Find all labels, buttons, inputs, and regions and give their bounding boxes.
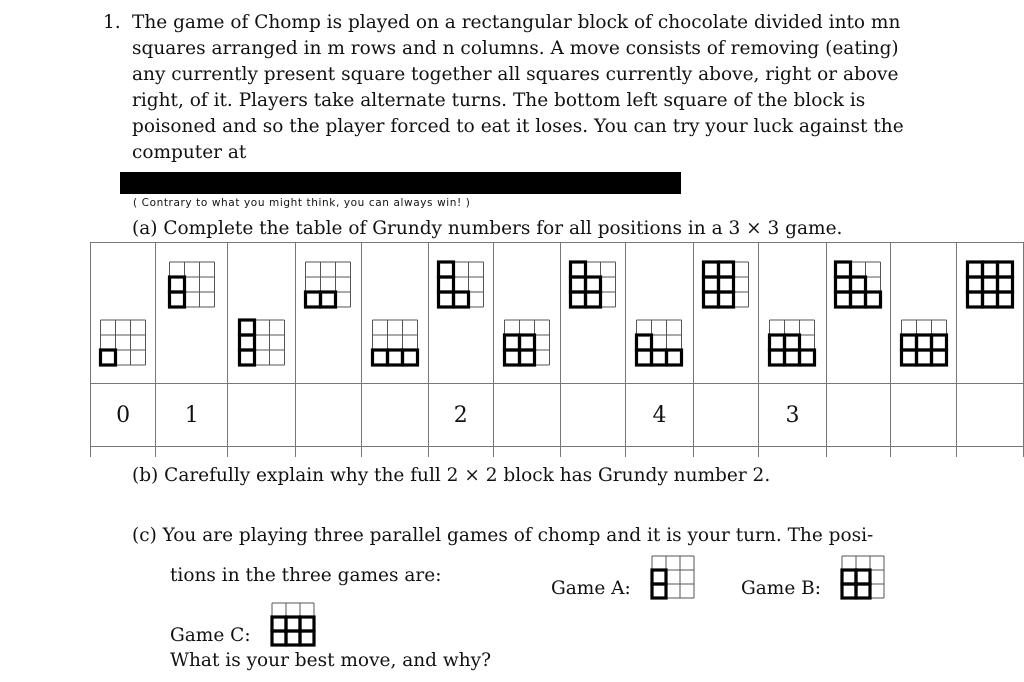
part-b-text: (b) Carefully explain why the full 2 × 2 block has Grundy number 2. (132, 465, 771, 486)
part-a-text: (a) Complete the table of Grundy numbers for all positions in a 3 × 3 game. (132, 218, 843, 239)
table-tail-cell (493, 447, 560, 458)
table-tail-cell (891, 447, 957, 458)
grundy-value-cell[interactable]: 2 (428, 384, 493, 447)
grundy-value-cell[interactable] (361, 384, 428, 447)
table-tail-cell (361, 447, 428, 458)
grundy-value-cell[interactable] (826, 384, 891, 447)
intro-line: squares arranged in m rows and n columns. A move consists of removing (eating) (132, 38, 899, 59)
chomp-position-icon (303, 259, 354, 314)
intro-line: The game of Chomp is played on a rectangular block of chocolate divided into mn (132, 12, 901, 33)
position-cell (228, 243, 296, 384)
game-b-label: Game B: (741, 578, 822, 599)
chomp-position-icon (767, 317, 818, 372)
grundy-value-cell[interactable] (493, 384, 560, 447)
chomp-position-icon (236, 317, 287, 372)
grundy-value-cell[interactable] (560, 384, 626, 447)
chomp-position-icon (166, 259, 217, 314)
chomp-position-icon (369, 317, 420, 372)
table-tail-cell (428, 447, 493, 458)
chomp-position-icon (898, 317, 949, 372)
part-c-line2: tions in the three games are: (170, 565, 442, 586)
chomp-position-icon (700, 259, 751, 314)
table-tail-cell (560, 447, 626, 458)
position-cell (91, 243, 156, 384)
table-tail-cell (91, 447, 156, 458)
position-cell (428, 243, 493, 384)
grundy-value-cell[interactable] (957, 384, 1024, 447)
position-cell (626, 243, 693, 384)
position-cell (759, 243, 826, 384)
table-tail-cell (826, 447, 891, 458)
table-tail-cell (957, 447, 1024, 458)
game-b (741, 563, 887, 615)
intro-line: computer at (132, 142, 247, 163)
grundy-value-cell[interactable]: 4 (626, 384, 693, 447)
game-b-position-icon (839, 553, 887, 605)
intro-line: any currently present square together all squares currently above, right or above (132, 64, 899, 85)
redacted-url-bar (120, 172, 681, 194)
grundy-value-cell[interactable]: 0 (91, 384, 156, 447)
intro-line: poisoned and so the player forced to eat it loses. You can try your luck against the (132, 116, 904, 137)
chomp-position-icon (634, 317, 685, 372)
game-c-position-icon (269, 600, 317, 652)
grundy-value-cell[interactable] (891, 384, 957, 447)
chomp-position-icon (833, 259, 884, 314)
position-cell (493, 243, 560, 384)
table-tail-cell (228, 447, 296, 458)
grundy-value-cell[interactable]: 3 (759, 384, 826, 447)
table-tail-cell (296, 447, 362, 458)
table-tail-cell (156, 447, 228, 458)
problem-intro (132, 10, 904, 166)
position-cell (693, 243, 759, 384)
grundy-value-cell[interactable] (693, 384, 759, 447)
table-tail-cell (626, 447, 693, 458)
table-tail-cell (693, 447, 759, 458)
grundy-value-cell[interactable] (296, 384, 362, 447)
note-text: ( Contrary to what you might think, you can always win! ) (133, 197, 471, 209)
table-tail-cell (759, 447, 826, 458)
chomp-position-icon (501, 317, 552, 372)
position-cell (891, 243, 957, 384)
part-c-line1: (c) You are playing three parallel games of chomp and it is your turn. The posi- (132, 525, 874, 546)
position-cell (296, 243, 362, 384)
part-c-question: What is your best move, and why? (170, 650, 492, 671)
position-cell (361, 243, 428, 384)
position-cell (156, 243, 228, 384)
grundy-value-cell[interactable] (228, 384, 296, 447)
game-c-label: Game C: (170, 625, 251, 646)
grundy-table (90, 242, 1024, 457)
position-cell (957, 243, 1024, 384)
chomp-position-icon (98, 317, 149, 372)
game-a-label: Game A: (551, 578, 631, 599)
position-cell (826, 243, 891, 384)
position-cell (560, 243, 626, 384)
chomp-position-icon (568, 259, 619, 314)
game-a (551, 563, 697, 615)
game-a-position-icon (649, 553, 697, 605)
chomp-position-icon (965, 259, 1016, 314)
problem-number: 1. (103, 12, 121, 33)
intro-line: right, of it. Players take alternate turns. The bottom left square of the block is (132, 90, 866, 111)
chomp-position-icon (435, 259, 486, 314)
grundy-value-cell[interactable]: 1 (156, 384, 228, 447)
